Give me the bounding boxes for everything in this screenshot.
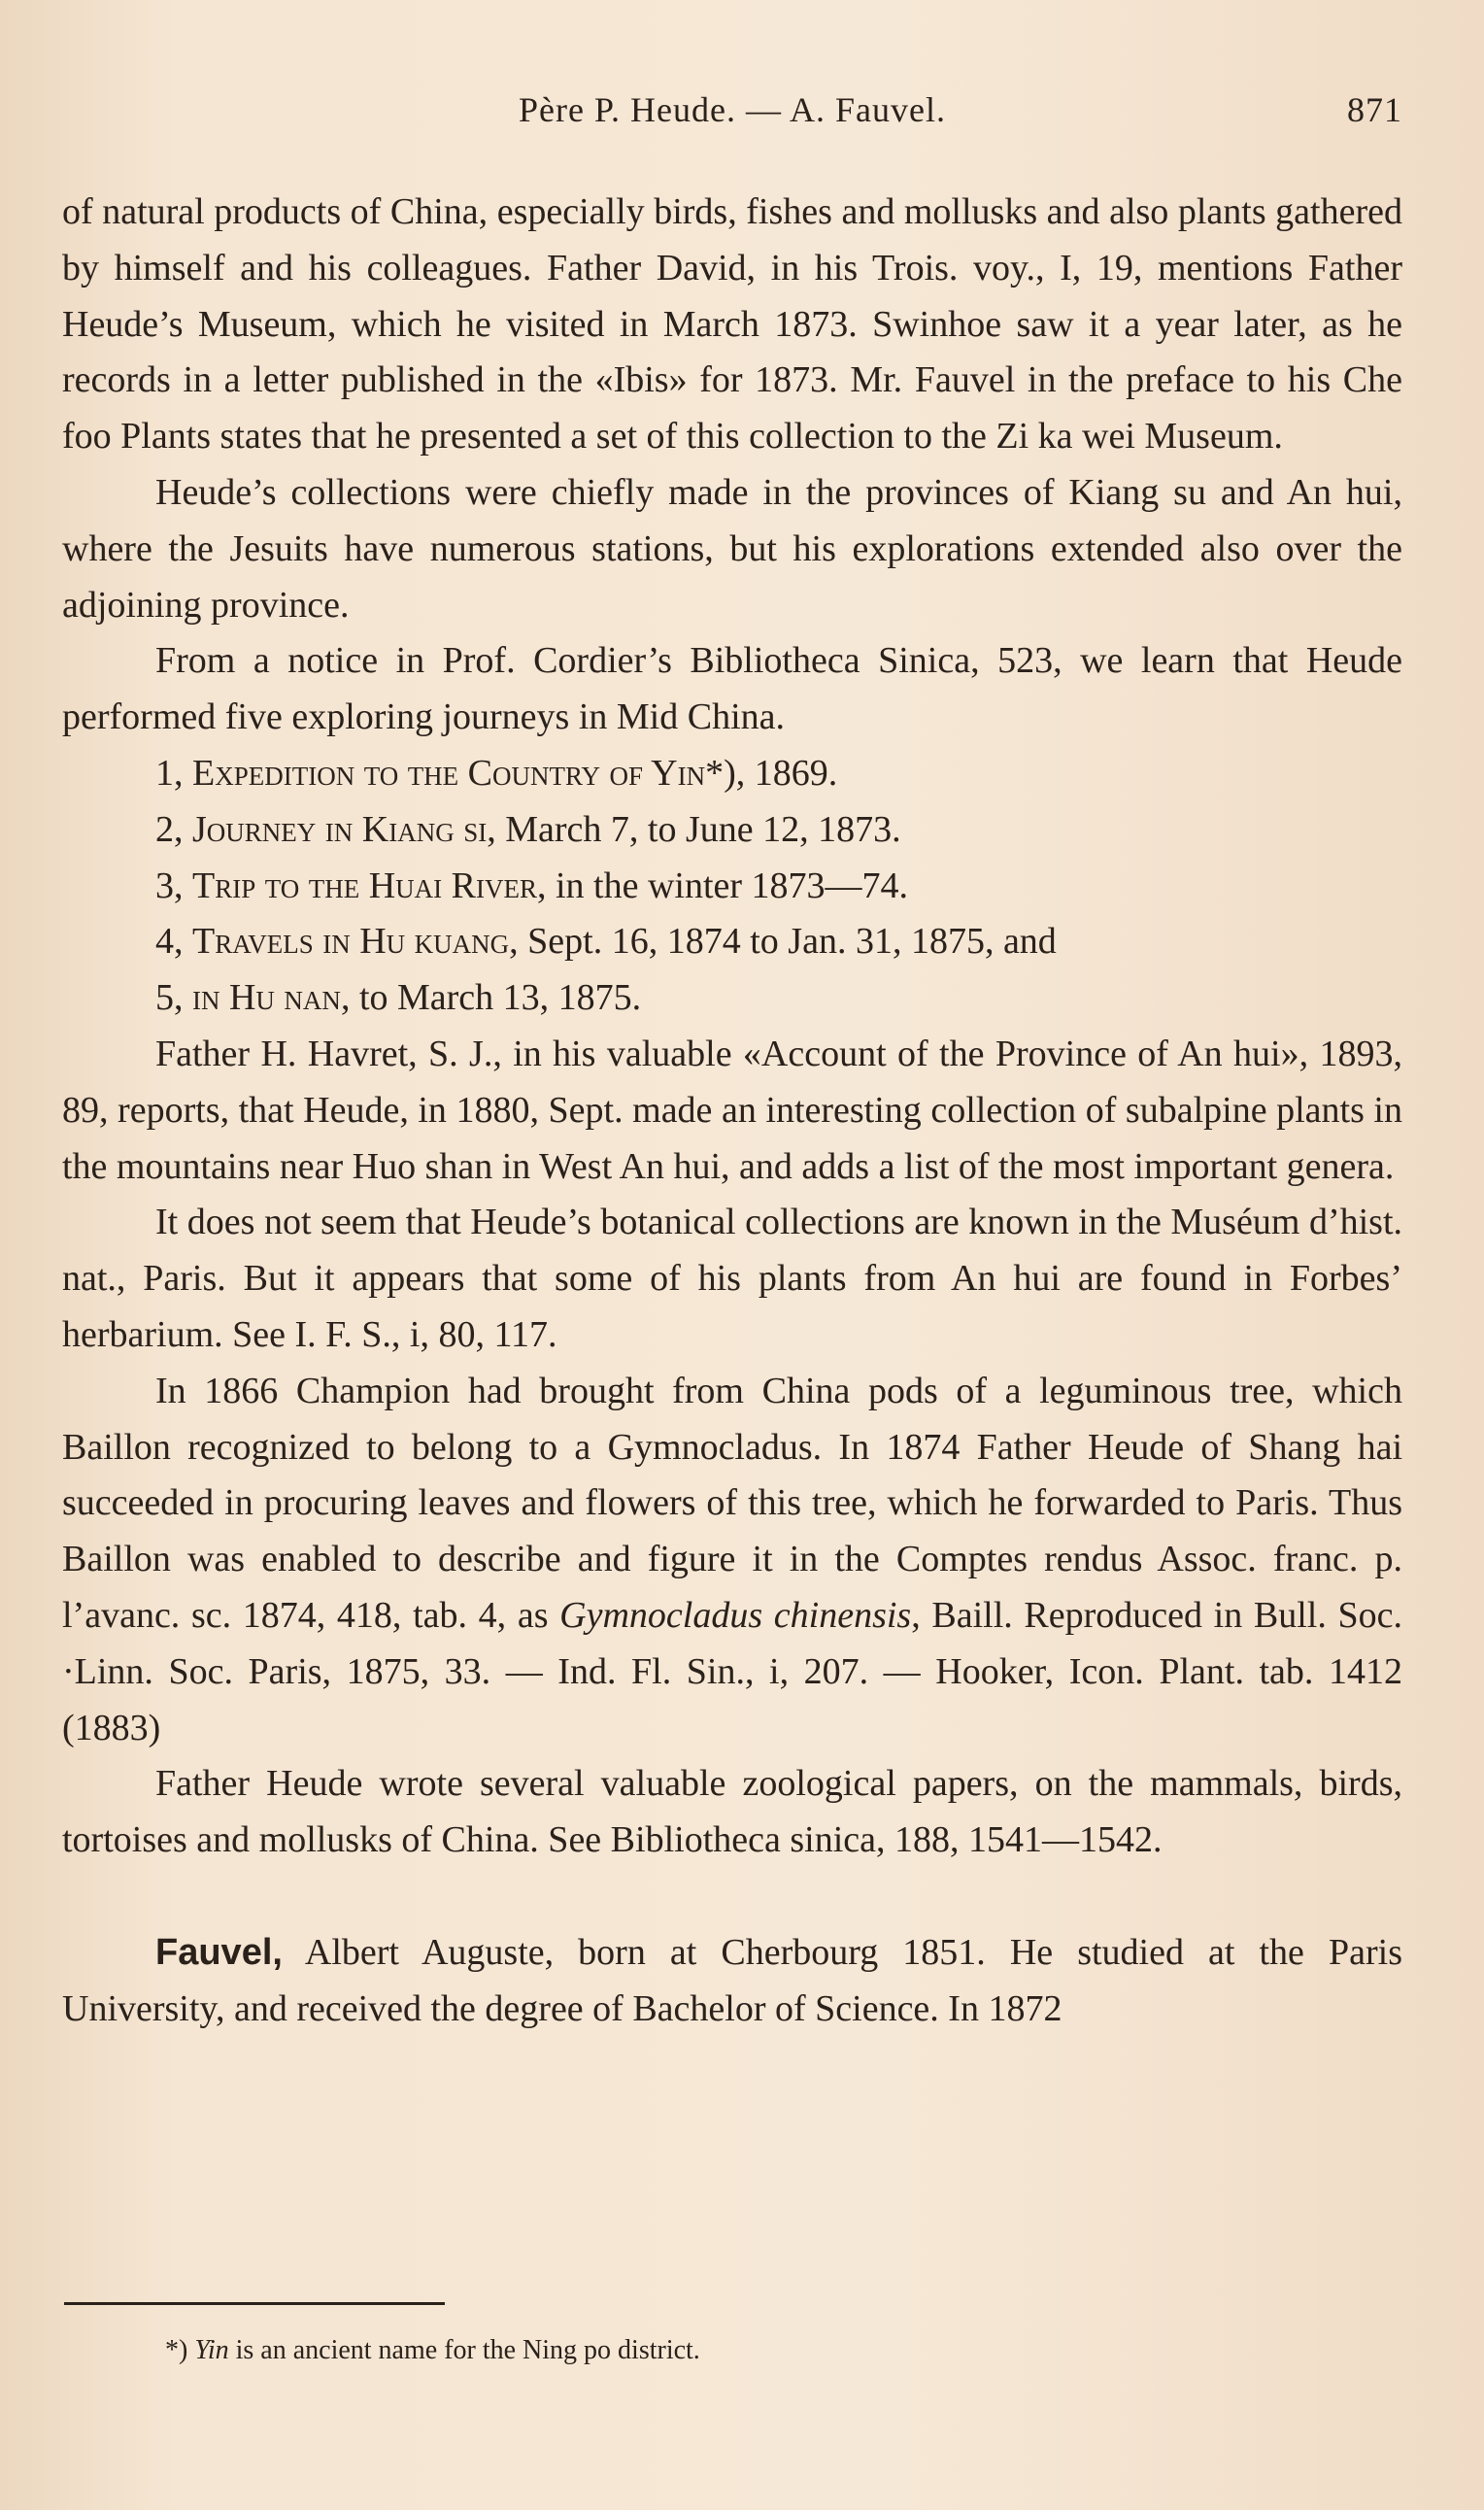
paragraph-collections: Heude’s collections were chiefly made in the provinces of Kiang su and An hui, where the Jesuits have numerous stations, but his explorations extended also over the adjoining province. xyxy=(62,471,1402,626)
journey-item-3 xyxy=(62,859,1402,915)
footnote xyxy=(165,2331,1331,2370)
footnote-marker: *) xyxy=(165,2335,188,2365)
journey-details: , 1869. xyxy=(735,752,838,794)
journey-item-1 xyxy=(62,746,1402,802)
paragraph-zoological-papers: Father Heude wrote several valuable zoological papers, on the mammals, birds, tortoises and mollusks of China. See Bibliotheca sinica, 188, 1541—1542. xyxy=(62,1763,1402,1861)
running-title: Père P. Heude. — A. Fauvel. xyxy=(519,90,946,129)
journey-item-2 xyxy=(62,802,1402,859)
paragraph-havret: Father H. Havret, S. J., in his valuable «Account of the Province of An hui», 1893, 89, reports, that Heude, in 1880, Sept. made an interesting collection of subalpine plants in the mountains near Huo shan in West An hui, and adds a list of the most important genera. xyxy=(62,1033,1402,1187)
biography-name: Fauvel, xyxy=(155,1931,283,1973)
paragraph-botanical-collections: It does not seem that Heude’s botanical collections are known in the Muséum d’hist. nat., Paris. But it appears that some of his plants from An hui are found in Forbes’ herbarium. See I. F. S., i, 80, 117. xyxy=(62,1202,1402,1355)
biography-text: Albert Auguste, born at Cherbourg 1851. He studied at the Paris University, and received the degree of Bachelor of Science. In 1872 xyxy=(62,1931,1402,2029)
biography-entry xyxy=(62,1925,1402,2038)
running-head xyxy=(62,89,1402,144)
journey-title: Travels in Hu kuang xyxy=(192,921,510,963)
journey-details: , March 7, to June 12, 1873. xyxy=(487,808,901,850)
footnote-text: is an ancient name for the Ning po district. xyxy=(228,2335,700,2365)
footnote-term: Yin xyxy=(194,2335,229,2365)
journey-details: , in the winter 1873—74. xyxy=(536,865,909,906)
journey-title: in Hu nan xyxy=(192,977,341,1019)
journey-item-4 xyxy=(62,914,1402,970)
species-name: Gymnocladus chinensis xyxy=(559,1594,912,1636)
paragraph-continued: of natural products of China, especially birds, fishes and mollusks and also plants gathered by himself and his colleagues. Father David, in his Trois. voy., I, 19, mentions Father Heude’s Museum, which he visited in March 1873. Swinhoe saw it a year later, as he records in a letter published in the «Ibis» for 1873. Mr. Fauvel in the preface to his Che foo Plants states that he presented a set of this collection to the Zi ka wei Museum. xyxy=(62,191,1402,458)
journey-number: 1, xyxy=(155,752,184,794)
body-text xyxy=(62,185,1402,2038)
journey-details: , to March 13, 1875. xyxy=(340,977,642,1019)
journey-details: , Sept. 16, 1874 to Jan. 31, 1875, and xyxy=(509,921,1057,963)
journey-number: 3, xyxy=(155,865,184,906)
page-number: 871 xyxy=(1347,90,1402,129)
journey-title: Trip to the Huai River xyxy=(192,865,537,906)
journey-number: 2, xyxy=(155,808,184,850)
journey-title: Expedition to the Country of Yin*) xyxy=(192,752,736,794)
paragraph-journeys-intro: From a notice in Prof. Cordier’s Bibliotheca Sinica, 523, we learn that Heude performed five exploring journeys in Mid China. xyxy=(62,640,1402,738)
paragraph-text: In 1866 Champion had brought from China pods of a leguminous tree, which Baillon recognized to belong to a Gymnocladus. In 1874 Father Heude of Shang hai succeeded in procuring leaves and flowers of this tree, which he forwarded to Paris. Thus Baillon was enabled to describe and figure it in the Comptes rendus Assoc. franc. p. l’avanc. sc. 1874, 418, tab. 4, as xyxy=(62,1370,1402,1636)
journey-number: 5, xyxy=(155,977,184,1019)
paragraph-text: , Baill. Reproduced in Bull. Soc. ·Linn. Soc. Paris, 1875, 33. — Ind. Fl. Sin., i, 207. — Hooker, Icon. Plant. tab. 1412 (1883) xyxy=(62,1594,1402,1748)
journey-item-5 xyxy=(62,970,1402,1027)
journey-title: Journey in Kiang si xyxy=(192,808,488,850)
paragraph-gymnocladus xyxy=(62,1364,1402,1757)
footnote-rule xyxy=(64,2302,445,2305)
journey-number: 4, xyxy=(155,921,184,963)
